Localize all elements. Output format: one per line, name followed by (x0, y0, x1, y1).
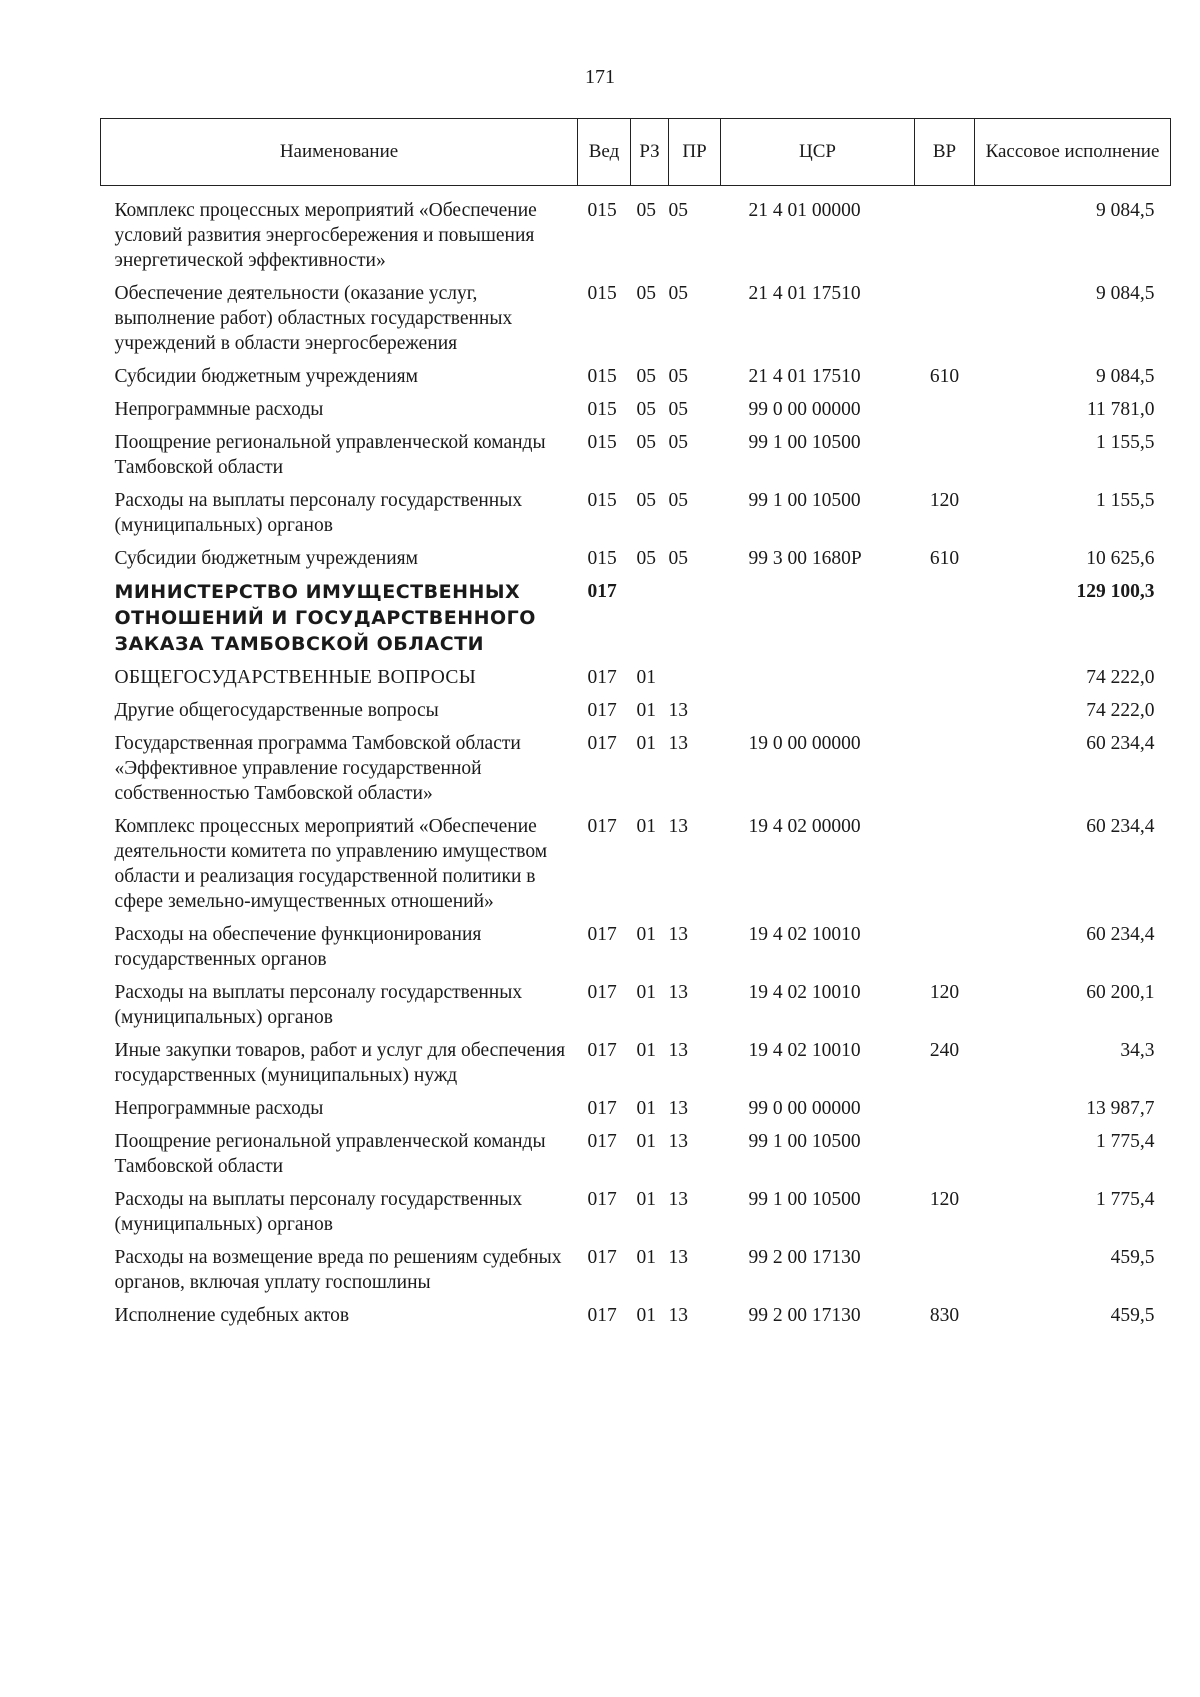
cell-csr: 19 0 00 00000 (748, 733, 861, 754)
cell-rz: 01 (636, 1040, 656, 1061)
table-row (101, 426, 1171, 484)
header-ved: Вед (578, 119, 631, 186)
cell-ved: 017 (587, 1040, 617, 1061)
cell-pr: 05 (668, 200, 688, 221)
cell-name: Расходы на выплаты персоналу государственных (муниципальных) органов (114, 1189, 523, 1235)
cell-sum: 1 155,5 (1096, 432, 1155, 453)
cell-pr: 05 (668, 490, 688, 511)
cell-sum: 60 234,4 (1086, 733, 1155, 754)
cell-pr: 13 (668, 733, 688, 754)
cell-vr (915, 277, 975, 360)
cell-rz: 01 (636, 924, 656, 945)
cell-pr: 13 (668, 1040, 688, 1061)
cell-rz: 05 (636, 200, 656, 221)
cell-pr: 05 (668, 432, 688, 453)
cell-ved: 017 (587, 581, 617, 602)
cell-pr: 13 (668, 982, 688, 1003)
cell-pr: 05 (668, 548, 688, 569)
cell-ved: 015 (587, 432, 617, 453)
cell-sum: 9 084,5 (1096, 283, 1155, 304)
table-body (101, 186, 1171, 1333)
table-row (101, 918, 1171, 976)
cell-csr: 99 0 00 00000 (748, 399, 861, 420)
cell-rz: 05 (636, 432, 656, 453)
cell-name: Иные закупки товаров, работ и услуг для обеспечения государственных (муниципальных) нужд (114, 1040, 566, 1086)
cell-pr: 05 (668, 366, 688, 387)
cell-name: Субсидии бюджетным учреждениям (114, 366, 418, 387)
cell-vr (915, 426, 975, 484)
cell-vr (915, 393, 975, 426)
cell-ved: 017 (587, 982, 617, 1003)
cell-name: Расходы на выплаты персоналу государственных (муниципальных) органов (114, 490, 523, 536)
table-row (101, 694, 1171, 727)
table-row (101, 810, 1171, 918)
cell-sum: 11 781,0 (1086, 399, 1155, 420)
cell-rz: 01 (636, 1189, 656, 1210)
header-vr: ВР (915, 119, 975, 186)
cell-vr (915, 918, 975, 976)
cell-vr: 610 (929, 548, 960, 569)
cell-pr (669, 575, 721, 661)
cell-vr (915, 1125, 975, 1183)
cell-csr (721, 575, 915, 661)
cell-csr: 19 4 02 10010 (748, 982, 861, 1003)
header-name: Наименование (101, 119, 578, 186)
table-row (101, 1241, 1171, 1299)
header-rz: РЗ (631, 119, 669, 186)
table-row (101, 1092, 1171, 1125)
cell-sum: 1 775,4 (1096, 1189, 1155, 1210)
table-row (101, 575, 1171, 661)
cell-rz: 05 (636, 490, 656, 511)
cell-vr (915, 661, 975, 694)
table-row (101, 542, 1171, 575)
cell-csr: 19 4 02 10010 (748, 1040, 861, 1061)
cell-rz: 01 (636, 1247, 656, 1268)
cell-sum: 74 222,0 (1086, 700, 1155, 721)
cell-rz: 01 (636, 1305, 656, 1326)
cell-pr: 13 (668, 1305, 688, 1326)
header-sum: Кассовое исполнение (975, 119, 1171, 186)
cell-csr: 21 4 01 17510 (748, 366, 861, 387)
cell-name: Исполнение судебных актов (114, 1305, 350, 1326)
cell-name: Расходы на возмещение вреда по решениям судебных органов, включая уплату госпошлины (114, 1247, 562, 1293)
cell-csr: 21 4 01 00000 (748, 200, 861, 221)
cell-name: Расходы на обеспечение функционирования государственных органов (114, 924, 482, 970)
cell-name: ОБЩЕГОСУДАРСТВЕННЫЕ ВОПРОСЫ (114, 667, 476, 688)
table-row (101, 186, 1171, 278)
cell-pr: 13 (668, 700, 688, 721)
cell-csr: 99 1 00 10500 (748, 1189, 861, 1210)
cell-name: Комплекс процессных мероприятий «Обеспечение деятельности комитета по управлению имуществом области и реализация государственной политики в сфере земельно-имущественных отношений» (114, 816, 548, 912)
cell-rz: 05 (636, 548, 656, 569)
cell-name: Субсидии бюджетным учреждениям (114, 548, 418, 569)
cell-rz (631, 575, 669, 661)
table-row (101, 1034, 1171, 1092)
cell-name: Расходы на выплаты персоналу государственных (муниципальных) органов (114, 982, 523, 1028)
table-row (101, 1125, 1171, 1183)
cell-csr: 99 1 00 10500 (748, 1131, 861, 1152)
cell-csr (721, 661, 915, 694)
cell-sum: 9 084,5 (1096, 200, 1155, 221)
cell-ved: 015 (587, 366, 617, 387)
cell-rz: 05 (636, 366, 656, 387)
cell-rz: 01 (636, 733, 656, 754)
table-header-row (101, 119, 1171, 186)
table-row (101, 661, 1171, 694)
table-row (101, 277, 1171, 360)
cell-name: Непрограммные расходы (114, 1098, 324, 1119)
table-row (101, 393, 1171, 426)
cell-sum: 1 775,4 (1096, 1131, 1155, 1152)
cell-sum: 74 222,0 (1086, 667, 1155, 688)
cell-ved: 017 (587, 1189, 617, 1210)
cell-name: Государственная программа Тамбовской области «Эффективное управление государственной собственностью Тамбовской области» (114, 733, 521, 804)
table-row (101, 976, 1171, 1034)
table-row (101, 360, 1171, 393)
cell-rz: 01 (636, 816, 656, 837)
cell-ved: 017 (587, 1098, 617, 1119)
cell-csr: 19 4 02 00000 (748, 816, 861, 837)
cell-rz: 01 (636, 982, 656, 1003)
cell-sum: 34,3 (1120, 1040, 1155, 1061)
cell-pr: 05 (668, 283, 688, 304)
cell-ved: 015 (587, 283, 617, 304)
cell-vr (915, 1092, 975, 1125)
cell-sum: 10 625,6 (1086, 548, 1155, 569)
cell-ved: 017 (587, 733, 617, 754)
cell-vr (915, 810, 975, 918)
cell-sum: 459,5 (1110, 1247, 1155, 1268)
cell-csr: 99 2 00 17130 (748, 1247, 861, 1268)
cell-name: Другие общегосударственные вопросы (114, 700, 439, 721)
cell-pr: 13 (668, 1189, 688, 1210)
cell-pr: 05 (668, 399, 688, 420)
header-pr: ПР (669, 119, 721, 186)
cell-vr: 120 (929, 982, 960, 1003)
budget-table-container (100, 118, 1170, 1332)
cell-name: Поощрение региональной управленческой команды Тамбовской области (114, 432, 546, 478)
cell-csr: 19 4 02 10010 (748, 924, 861, 945)
table-row (101, 1183, 1171, 1241)
cell-ved: 015 (587, 399, 617, 420)
cell-vr (915, 186, 975, 278)
cell-csr: 99 1 00 10500 (748, 490, 861, 511)
cell-csr: 99 3 00 1680Р (748, 548, 862, 569)
cell-sum: 13 987,7 (1086, 1098, 1155, 1119)
cell-vr: 830 (929, 1305, 960, 1326)
cell-pr: 13 (668, 1247, 688, 1268)
cell-sum: 1 155,5 (1096, 490, 1155, 511)
cell-name: Поощрение региональной управленческой команды Тамбовской области (114, 1131, 546, 1177)
cell-ved: 017 (587, 700, 617, 721)
cell-csr: 21 4 01 17510 (748, 283, 861, 304)
cell-ved: 017 (587, 1247, 617, 1268)
cell-rz: 01 (636, 1098, 656, 1119)
table-row (101, 1299, 1171, 1332)
cell-ved: 017 (587, 1305, 617, 1326)
cell-rz: 01 (636, 700, 656, 721)
table-row (101, 727, 1171, 810)
cell-vr: 120 (929, 490, 960, 511)
cell-csr: 99 2 00 17130 (748, 1305, 861, 1326)
cell-ved: 017 (587, 924, 617, 945)
cell-name: Обеспечение деятельности (оказание услуг, выполнение работ) областных государственных учреждений в области энергосбережения (114, 283, 513, 354)
cell-sum: 60 234,4 (1086, 816, 1155, 837)
cell-csr (721, 694, 915, 727)
cell-csr: 99 0 00 00000 (748, 1098, 861, 1119)
cell-pr: 13 (668, 924, 688, 945)
cell-vr (915, 727, 975, 810)
cell-ved: 015 (587, 490, 617, 511)
cell-sum: 459,5 (1110, 1305, 1155, 1326)
cell-pr: 13 (668, 1131, 688, 1152)
cell-sum: 60 200,1 (1086, 982, 1155, 1003)
cell-ved: 017 (587, 1131, 617, 1152)
cell-csr: 99 1 00 10500 (748, 432, 861, 453)
cell-vr: 120 (929, 1189, 960, 1210)
budget-execution-table (100, 118, 1171, 1332)
cell-name: МИНИСТЕРСТВО ИМУЩЕСТВЕННЫХ ОТНОШЕНИЙ И ГОСУДАРСТВЕННОГО ЗАКАЗА ТАМБОВСКОЙ ОБЛАСТИ (114, 581, 536, 655)
cell-vr: 240 (929, 1040, 960, 1061)
cell-vr (915, 1241, 975, 1299)
cell-vr (915, 575, 975, 661)
cell-rz: 01 (636, 667, 656, 688)
cell-sum: 9 084,5 (1096, 366, 1155, 387)
cell-sum: 60 234,4 (1086, 924, 1155, 945)
cell-rz: 05 (636, 399, 656, 420)
cell-ved: 015 (587, 200, 617, 221)
cell-vr: 610 (929, 366, 960, 387)
cell-ved: 017 (587, 816, 617, 837)
page-number: 171 (585, 66, 615, 88)
cell-rz: 01 (636, 1131, 656, 1152)
cell-sum: 129 100,3 (1076, 581, 1155, 602)
cell-name: Комплекс процессных мероприятий «Обеспечение условий развития энергосбережения и повышения энергетической эффективности» (114, 200, 537, 271)
cell-pr (669, 661, 721, 694)
table-row (101, 484, 1171, 542)
cell-pr: 13 (668, 1098, 688, 1119)
cell-name: Непрограммные расходы (114, 399, 324, 420)
header-csr: ЦСР (721, 119, 915, 186)
cell-vr (915, 694, 975, 727)
cell-pr: 13 (668, 816, 688, 837)
cell-ved: 017 (587, 667, 617, 688)
cell-rz: 05 (636, 283, 656, 304)
cell-ved: 015 (587, 548, 617, 569)
